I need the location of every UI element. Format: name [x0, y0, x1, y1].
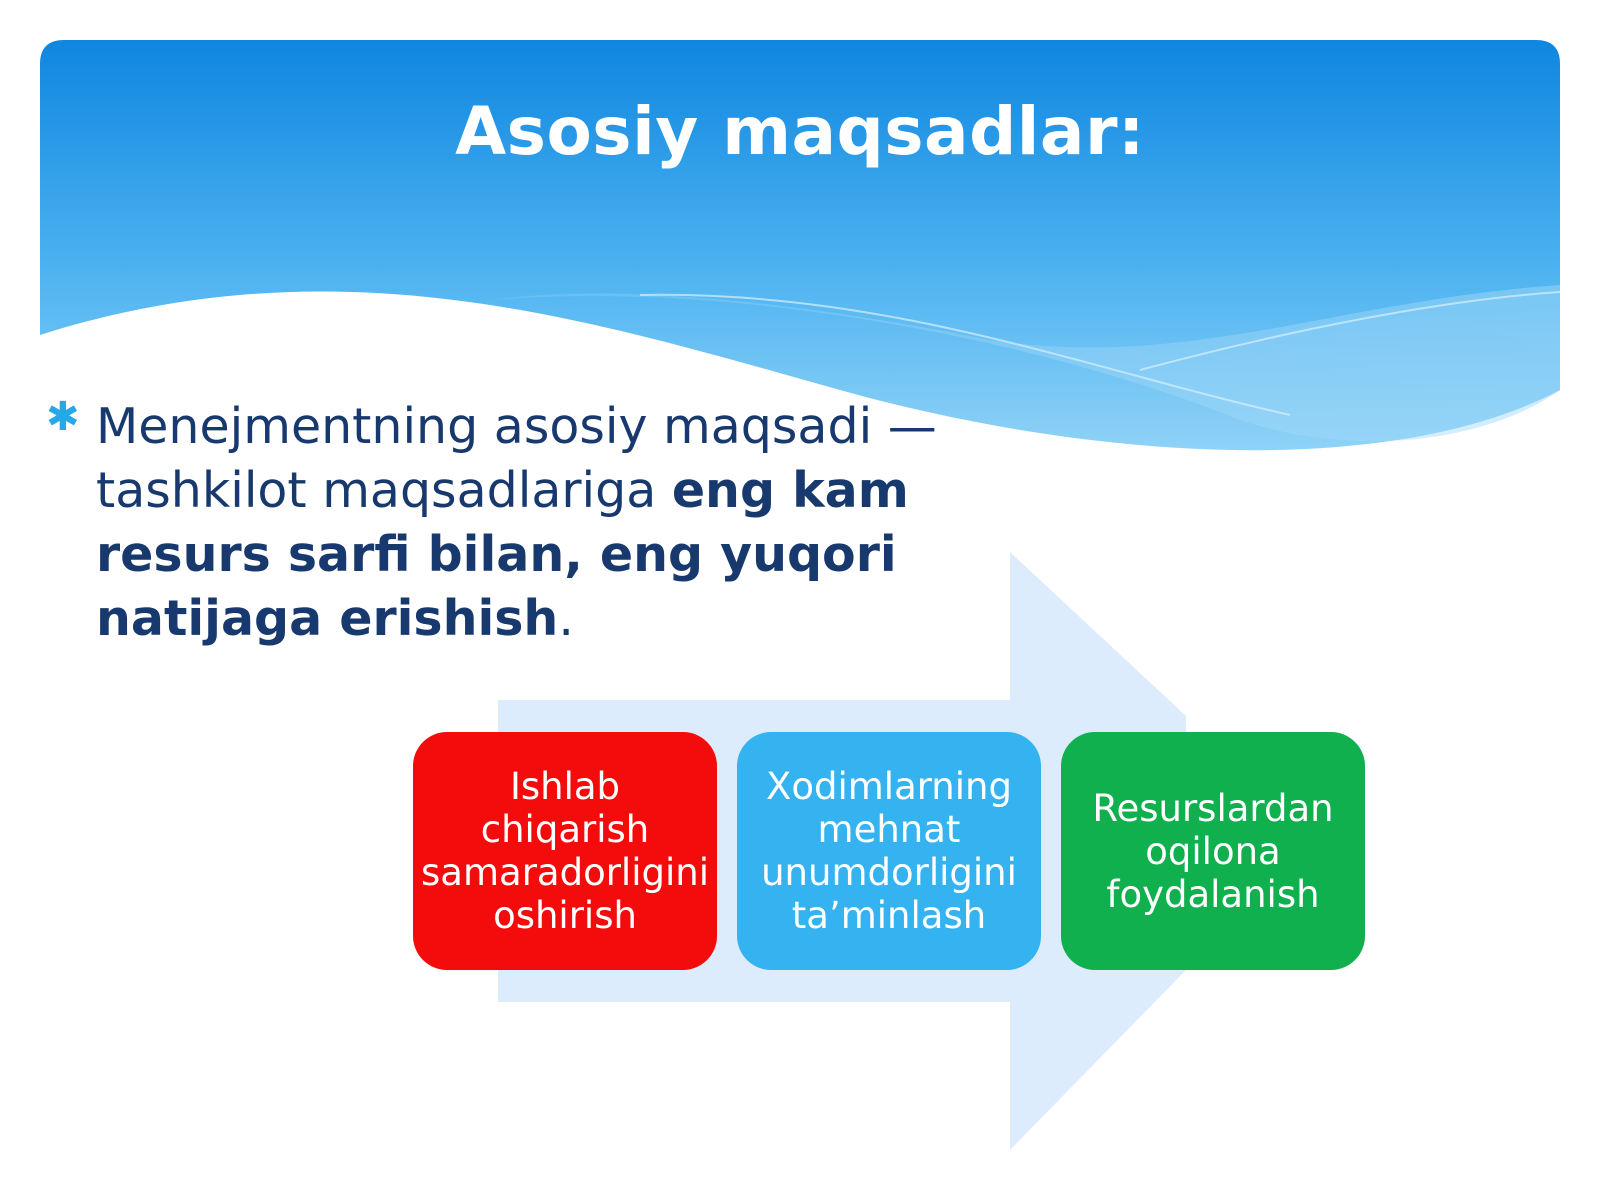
- goal-label: Xodimlarning mehnat unumdorligini ta’minlash: [761, 765, 1017, 937]
- goal-box-production-efficiency: [413, 732, 717, 970]
- asterisk-bullet-icon: ✱: [46, 394, 80, 440]
- goal-label: Resurslardan oqilona foydalanish: [1092, 786, 1334, 916]
- bullet-text-end: .: [558, 590, 574, 647]
- bullet-text-regular: Menejmentning asosiy maqsadi — tashkilot maqsadlariga: [96, 398, 937, 519]
- bullet-text-bold: eng kam resurs sarfi bilan, eng yuqori natijaga erishish: [96, 462, 909, 647]
- goal-box-resource-use: [1061, 732, 1365, 970]
- goal-box-labor-productivity: [737, 732, 1041, 970]
- slide-title: Asosiy maqsadlar:: [455, 93, 1145, 170]
- goal-label: Ishlab chiqarish samaradorligini oshirish: [421, 765, 709, 937]
